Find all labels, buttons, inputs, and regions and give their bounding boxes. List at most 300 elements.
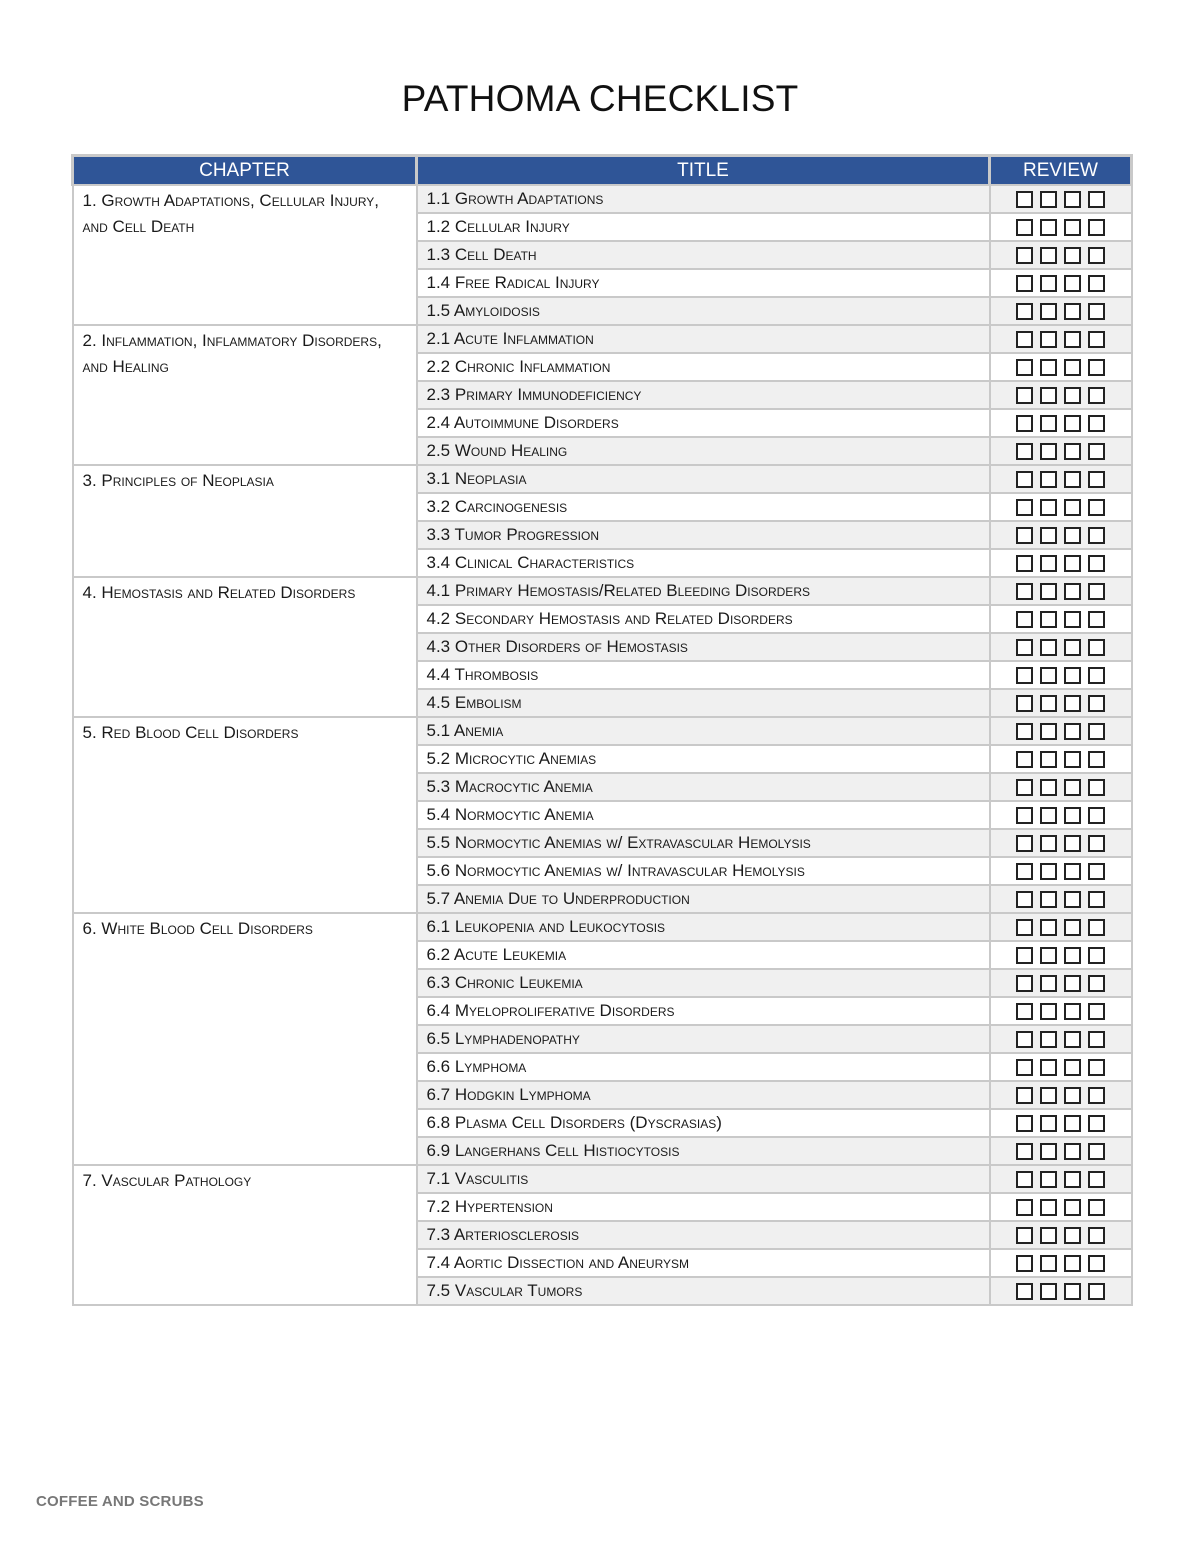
review-checkbox[interactable] (1088, 1031, 1105, 1048)
review-checkbox[interactable] (1040, 975, 1057, 992)
review-checkbox[interactable] (1064, 1199, 1081, 1216)
review-checkbox[interactable] (1016, 527, 1033, 544)
review-checkbox[interactable] (1040, 1059, 1057, 1076)
footer-brand: COFFEE AND SCRUBS (36, 1493, 204, 1510)
section-title: 6.2 Acute Leukemia (417, 941, 990, 969)
review-checkbox[interactable] (1088, 863, 1105, 880)
review-checkbox-group (1016, 1227, 1105, 1244)
review-checkbox[interactable] (1064, 247, 1081, 264)
review-checkbox-group (1016, 835, 1105, 852)
review-cell (990, 885, 1132, 913)
review-checkbox[interactable] (1064, 835, 1081, 852)
review-checkbox-group (1016, 527, 1105, 544)
chapter-cell: 4. Hemostasis and Related Disorders (73, 577, 417, 717)
table-row (73, 1165, 1132, 1193)
section-title: 5.6 Normocytic Anemias w/ Intravascular Hemolysis (417, 857, 990, 885)
review-checkbox[interactable] (1016, 1283, 1033, 1300)
review-checkbox[interactable] (1016, 303, 1033, 320)
review-checkbox[interactable] (1088, 191, 1105, 208)
review-checkbox[interactable] (1064, 527, 1081, 544)
review-checkbox[interactable] (1016, 1143, 1033, 1160)
review-checkbox[interactable] (1040, 611, 1057, 628)
review-checkbox[interactable] (1016, 611, 1033, 628)
section-title: 4.1 Primary Hemostasis/Related Bleeding Disorders (417, 577, 990, 605)
review-checkbox[interactable] (1064, 1059, 1081, 1076)
review-cell (990, 1137, 1132, 1165)
section-title: 2.5 Wound Healing (417, 437, 990, 465)
review-checkbox[interactable] (1016, 415, 1033, 432)
review-checkbox-group (1016, 1171, 1105, 1188)
review-checkbox[interactable] (1040, 779, 1057, 796)
review-checkbox[interactable] (1064, 891, 1081, 908)
review-checkbox[interactable] (1088, 359, 1105, 376)
section-title: 3.4 Clinical Characteristics (417, 549, 990, 577)
review-checkbox[interactable] (1040, 947, 1057, 964)
section-title: 6.4 Myeloproliferative Disorders (417, 997, 990, 1025)
review-checkbox[interactable] (1064, 1283, 1081, 1300)
review-checkbox[interactable] (1088, 1199, 1105, 1216)
chapter-cell: 3. Principles of Neoplasia (73, 465, 417, 577)
review-checkbox[interactable] (1016, 1003, 1033, 1020)
review-checkbox[interactable] (1088, 1003, 1105, 1020)
review-checkbox[interactable] (1016, 723, 1033, 740)
review-checkbox[interactable] (1040, 891, 1057, 908)
section-title: 7.1 Vasculitis (417, 1165, 990, 1193)
review-checkbox[interactable] (1088, 779, 1105, 796)
review-checkbox[interactable] (1040, 723, 1057, 740)
section-title: 5.5 Normocytic Anemias w/ Extravascular Hemolysis (417, 829, 990, 857)
section-title: 1.1 Growth Adaptations (417, 185, 990, 213)
review-checkbox-group (1016, 975, 1105, 992)
review-checkbox[interactable] (1016, 919, 1033, 936)
review-checkbox[interactable] (1088, 723, 1105, 740)
review-checkbox[interactable] (1064, 443, 1081, 460)
review-checkbox[interactable] (1040, 191, 1057, 208)
section-title: 1.3 Cell Death (417, 241, 990, 269)
review-checkbox[interactable] (1016, 387, 1033, 404)
review-checkbox[interactable] (1088, 947, 1105, 964)
review-cell (990, 969, 1132, 997)
review-checkbox-group (1016, 1115, 1105, 1132)
review-cell (990, 213, 1132, 241)
review-checkbox-group (1016, 219, 1105, 236)
chapter-cell: 7. Vascular Pathology (73, 1165, 417, 1305)
review-checkbox[interactable] (1064, 667, 1081, 684)
review-cell (990, 437, 1132, 465)
section-title: 7.5 Vascular Tumors (417, 1277, 990, 1305)
review-cell (990, 465, 1132, 493)
review-checkbox[interactable] (1016, 1171, 1033, 1188)
review-checkbox[interactable] (1088, 499, 1105, 516)
review-checkbox[interactable] (1040, 583, 1057, 600)
review-checkbox[interactable] (1088, 1283, 1105, 1300)
review-cell (990, 1249, 1132, 1277)
checklist-table (71, 154, 1133, 1306)
review-checkbox[interactable] (1088, 667, 1105, 684)
review-checkbox[interactable] (1016, 1115, 1033, 1132)
review-checkbox[interactable] (1040, 1199, 1057, 1216)
section-title: 1.4 Free Radical Injury (417, 269, 990, 297)
review-checkbox-group (1016, 303, 1105, 320)
section-title: 3.2 Carcinogenesis (417, 493, 990, 521)
review-checkbox-group (1016, 1283, 1105, 1300)
review-checkbox[interactable] (1040, 415, 1057, 432)
review-checkbox[interactable] (1064, 1003, 1081, 1020)
review-checkbox[interactable] (1064, 751, 1081, 768)
review-cell (990, 549, 1132, 577)
review-checkbox[interactable] (1040, 1255, 1057, 1272)
review-cell (990, 493, 1132, 521)
section-title: 5.1 Anemia (417, 717, 990, 745)
review-checkbox[interactable] (1040, 331, 1057, 348)
review-checkbox[interactable] (1088, 1255, 1105, 1272)
review-checkbox[interactable] (1040, 247, 1057, 264)
section-title: 2.1 Acute Inflammation (417, 325, 990, 353)
review-checkbox-group (1016, 359, 1105, 376)
review-checkbox[interactable] (1040, 639, 1057, 656)
review-checkbox[interactable] (1064, 555, 1081, 572)
section-title: 6.1 Leukopenia and Leukocytosis (417, 913, 990, 941)
review-checkbox[interactable] (1088, 1059, 1105, 1076)
review-cell (990, 857, 1132, 885)
review-checkbox[interactable] (1016, 191, 1033, 208)
review-checkbox[interactable] (1088, 695, 1105, 712)
section-title: 6.5 Lymphadenopathy (417, 1025, 990, 1053)
chapter-group (73, 577, 1132, 717)
review-checkbox-group (1016, 639, 1105, 656)
chapter-cell: 5. Red Blood Cell Disorders (73, 717, 417, 913)
review-checkbox[interactable] (1016, 779, 1033, 796)
review-checkbox[interactable] (1040, 863, 1057, 880)
chapter-group (73, 1165, 1132, 1305)
review-checkbox[interactable] (1064, 1255, 1081, 1272)
section-title: 7.3 Arteriosclerosis (417, 1221, 990, 1249)
review-checkbox[interactable] (1040, 275, 1057, 292)
review-checkbox[interactable] (1040, 667, 1057, 684)
review-checkbox[interactable] (1040, 219, 1057, 236)
review-checkbox[interactable] (1088, 611, 1105, 628)
review-checkbox-group (1016, 471, 1105, 488)
review-checkbox[interactable] (1016, 1199, 1033, 1216)
review-checkbox[interactable] (1064, 1143, 1081, 1160)
section-title: 4.4 Thrombosis (417, 661, 990, 689)
review-checkbox[interactable] (1040, 471, 1057, 488)
review-checkbox[interactable] (1040, 1003, 1057, 1020)
review-checkbox[interactable] (1064, 975, 1081, 992)
review-checkbox[interactable] (1064, 219, 1081, 236)
review-cell (990, 521, 1132, 549)
table-row (73, 185, 1132, 213)
review-checkbox[interactable] (1088, 835, 1105, 852)
review-checkbox[interactable] (1064, 695, 1081, 712)
review-checkbox[interactable] (1088, 247, 1105, 264)
header-row (73, 156, 1132, 186)
review-checkbox[interactable] (1016, 359, 1033, 376)
review-checkbox-group (1016, 499, 1105, 516)
review-checkbox[interactable] (1088, 219, 1105, 236)
chapter-group (73, 465, 1132, 577)
review-checkbox[interactable] (1040, 835, 1057, 852)
review-checkbox-group (1016, 1255, 1105, 1272)
review-cell (990, 745, 1132, 773)
section-title: 7.2 Hypertension (417, 1193, 990, 1221)
review-checkbox[interactable] (1064, 1031, 1081, 1048)
review-checkbox[interactable] (1064, 415, 1081, 432)
review-checkbox[interactable] (1016, 891, 1033, 908)
review-checkbox[interactable] (1016, 443, 1033, 460)
review-checkbox[interactable] (1040, 527, 1057, 544)
review-checkbox[interactable] (1016, 583, 1033, 600)
review-checkbox[interactable] (1064, 387, 1081, 404)
review-checkbox-group (1016, 1059, 1105, 1076)
review-cell (990, 829, 1132, 857)
review-cell (990, 913, 1132, 941)
chapter-group (73, 185, 1132, 325)
review-checkbox-group (1016, 555, 1105, 572)
review-cell (990, 941, 1132, 969)
table-row (73, 465, 1132, 493)
review-checkbox[interactable] (1064, 275, 1081, 292)
review-cell (990, 297, 1132, 325)
review-checkbox[interactable] (1016, 1087, 1033, 1104)
review-checkbox[interactable] (1040, 443, 1057, 460)
review-checkbox-group (1016, 275, 1105, 292)
review-checkbox[interactable] (1064, 639, 1081, 656)
chapter-cell: 1. Growth Adaptations, Cellular Injury, and Cell Death (73, 185, 417, 325)
review-cell (990, 577, 1132, 605)
chapter-cell: 6. White Blood Cell Disorders (73, 913, 417, 1165)
review-checkbox[interactable] (1040, 1115, 1057, 1132)
review-checkbox[interactable] (1064, 303, 1081, 320)
review-checkbox[interactable] (1016, 863, 1033, 880)
table-row (73, 577, 1132, 605)
review-checkbox[interactable] (1040, 1227, 1057, 1244)
review-cell (990, 1109, 1132, 1137)
review-cell (990, 1053, 1132, 1081)
section-title: 6.9 Langerhans Cell Histiocytosis (417, 1137, 990, 1165)
review-checkbox-group (1016, 1031, 1105, 1048)
review-cell (990, 269, 1132, 297)
review-checkbox[interactable] (1040, 1143, 1057, 1160)
review-cell (990, 605, 1132, 633)
review-checkbox-group (1016, 947, 1105, 964)
review-checkbox[interactable] (1016, 1031, 1033, 1048)
section-title: 2.3 Primary Immunodeficiency (417, 381, 990, 409)
review-checkbox[interactable] (1088, 387, 1105, 404)
review-checkbox[interactable] (1064, 919, 1081, 936)
review-checkbox[interactable] (1088, 275, 1105, 292)
review-cell (990, 1277, 1132, 1305)
review-checkbox[interactable] (1016, 947, 1033, 964)
review-checkbox[interactable] (1088, 1171, 1105, 1188)
review-checkbox[interactable] (1088, 1227, 1105, 1244)
review-cell (990, 801, 1132, 829)
review-checkbox[interactable] (1040, 387, 1057, 404)
review-cell (990, 241, 1132, 269)
review-checkbox[interactable] (1064, 191, 1081, 208)
review-checkbox[interactable] (1088, 919, 1105, 936)
review-checkbox[interactable] (1040, 1283, 1057, 1300)
review-checkbox[interactable] (1064, 779, 1081, 796)
review-cell (990, 1025, 1132, 1053)
review-cell (990, 185, 1132, 213)
section-title: 5.3 Macrocytic Anemia (417, 773, 990, 801)
review-checkbox[interactable] (1016, 1255, 1033, 1272)
review-checkbox[interactable] (1088, 975, 1105, 992)
review-checkbox[interactable] (1016, 695, 1033, 712)
review-checkbox[interactable] (1016, 807, 1033, 824)
review-checkbox-group (1016, 695, 1105, 712)
review-checkbox[interactable] (1064, 1115, 1081, 1132)
review-checkbox[interactable] (1016, 975, 1033, 992)
review-checkbox[interactable] (1016, 275, 1033, 292)
section-title: 4.2 Secondary Hemostasis and Related Disorders (417, 605, 990, 633)
review-checkbox-group (1016, 1003, 1105, 1020)
review-checkbox[interactable] (1088, 443, 1105, 460)
review-checkbox[interactable] (1088, 555, 1105, 572)
chapter-cell: 2. Inflammation, Inflammatory Disorders, and Healing (73, 325, 417, 465)
section-title: 1.5 Amyloidosis (417, 297, 990, 325)
review-checkbox[interactable] (1088, 891, 1105, 908)
section-title: 6.6 Lymphoma (417, 1053, 990, 1081)
section-title: 4.3 Other Disorders of Hemostasis (417, 633, 990, 661)
review-checkbox-group (1016, 751, 1105, 768)
review-checkbox[interactable] (1040, 1031, 1057, 1048)
review-checkbox-group (1016, 331, 1105, 348)
section-title: 6.3 Chronic Leukemia (417, 969, 990, 997)
review-checkbox[interactable] (1064, 1227, 1081, 1244)
review-cell (990, 717, 1132, 745)
review-checkbox[interactable] (1040, 555, 1057, 572)
review-cell (990, 409, 1132, 437)
review-checkbox-group (1016, 919, 1105, 936)
review-checkbox[interactable] (1016, 835, 1033, 852)
review-checkbox[interactable] (1064, 359, 1081, 376)
title-column-header: TITLE (417, 156, 990, 186)
review-checkbox-group (1016, 723, 1105, 740)
review-cell (990, 689, 1132, 717)
review-cell (990, 381, 1132, 409)
review-checkbox[interactable] (1064, 1087, 1081, 1104)
review-checkbox[interactable] (1040, 1087, 1057, 1104)
review-cell (990, 661, 1132, 689)
section-title: 5.7 Anemia Due to Underproduction (417, 885, 990, 913)
section-title: 3.1 Neoplasia (417, 465, 990, 493)
review-cell (990, 773, 1132, 801)
review-checkbox[interactable] (1064, 863, 1081, 880)
review-cell (990, 633, 1132, 661)
table-row (73, 325, 1132, 353)
review-checkbox[interactable] (1064, 723, 1081, 740)
review-checkbox[interactable] (1088, 303, 1105, 320)
review-checkbox[interactable] (1016, 667, 1033, 684)
review-checkbox[interactable] (1016, 1227, 1033, 1244)
review-checkbox[interactable] (1040, 919, 1057, 936)
review-cell (990, 353, 1132, 381)
review-checkbox[interactable] (1064, 807, 1081, 824)
review-checkbox[interactable] (1016, 639, 1033, 656)
chapter-group (73, 913, 1132, 1165)
review-cell (990, 1193, 1132, 1221)
review-checkbox-group (1016, 387, 1105, 404)
section-title: 6.7 Hodgkin Lymphoma (417, 1081, 990, 1109)
review-checkbox[interactable] (1088, 331, 1105, 348)
review-cell (990, 325, 1132, 353)
review-checkbox-group (1016, 779, 1105, 796)
review-checkbox[interactable] (1016, 555, 1033, 572)
review-checkbox[interactable] (1064, 1171, 1081, 1188)
review-checkbox[interactable] (1088, 807, 1105, 824)
review-checkbox-group (1016, 191, 1105, 208)
review-checkbox[interactable] (1040, 751, 1057, 768)
review-checkbox-group (1016, 1143, 1105, 1160)
section-title: 5.4 Normocytic Anemia (417, 801, 990, 829)
review-checkbox[interactable] (1088, 583, 1105, 600)
review-checkbox[interactable] (1016, 1059, 1033, 1076)
review-checkbox-group (1016, 863, 1105, 880)
review-checkbox-group (1016, 1199, 1105, 1216)
review-checkbox[interactable] (1016, 471, 1033, 488)
review-checkbox-group (1016, 611, 1105, 628)
section-title: 2.2 Chronic Inflammation (417, 353, 990, 381)
review-checkbox-group (1016, 1087, 1105, 1104)
review-checkbox[interactable] (1016, 219, 1033, 236)
review-checkbox[interactable] (1064, 583, 1081, 600)
review-checkbox[interactable] (1016, 331, 1033, 348)
review-checkbox[interactable] (1040, 1171, 1057, 1188)
review-checkbox[interactable] (1064, 947, 1081, 964)
review-checkbox[interactable] (1016, 247, 1033, 264)
review-checkbox[interactable] (1088, 527, 1105, 544)
review-checkbox[interactable] (1088, 471, 1105, 488)
section-title: 3.3 Tumor Progression (417, 521, 990, 549)
review-checkbox-group (1016, 443, 1105, 460)
review-column-header: REVIEW (990, 156, 1132, 186)
review-checkbox-group (1016, 667, 1105, 684)
review-checkbox[interactable] (1088, 751, 1105, 768)
review-checkbox[interactable] (1040, 807, 1057, 824)
review-checkbox-group (1016, 247, 1105, 264)
review-checkbox[interactable] (1064, 499, 1081, 516)
section-title: 7.4 Aortic Dissection and Aneurysm (417, 1249, 990, 1277)
section-title: 2.4 Autoimmune Disorders (417, 409, 990, 437)
review-cell (990, 997, 1132, 1025)
review-checkbox[interactable] (1088, 1087, 1105, 1104)
review-checkbox-group (1016, 415, 1105, 432)
review-checkbox[interactable] (1064, 611, 1081, 628)
chapter-group (73, 325, 1132, 465)
review-cell (990, 1165, 1132, 1193)
section-title: 4.5 Embolism (417, 689, 990, 717)
section-title: 1.2 Cellular Injury (417, 213, 990, 241)
chapter-group (73, 717, 1132, 913)
review-checkbox[interactable] (1016, 751, 1033, 768)
review-checkbox[interactable] (1040, 303, 1057, 320)
review-checkbox-group (1016, 807, 1105, 824)
review-checkbox[interactable] (1040, 499, 1057, 516)
review-checkbox[interactable] (1088, 415, 1105, 432)
review-checkbox[interactable] (1040, 695, 1057, 712)
review-checkbox[interactable] (1064, 471, 1081, 488)
review-checkbox[interactable] (1088, 1143, 1105, 1160)
table-row (73, 717, 1132, 745)
review-checkbox-group (1016, 583, 1105, 600)
review-checkbox[interactable] (1088, 1115, 1105, 1132)
review-checkbox[interactable] (1088, 639, 1105, 656)
review-checkbox[interactable] (1016, 499, 1033, 516)
review-checkbox[interactable] (1064, 331, 1081, 348)
review-checkbox[interactable] (1040, 359, 1057, 376)
